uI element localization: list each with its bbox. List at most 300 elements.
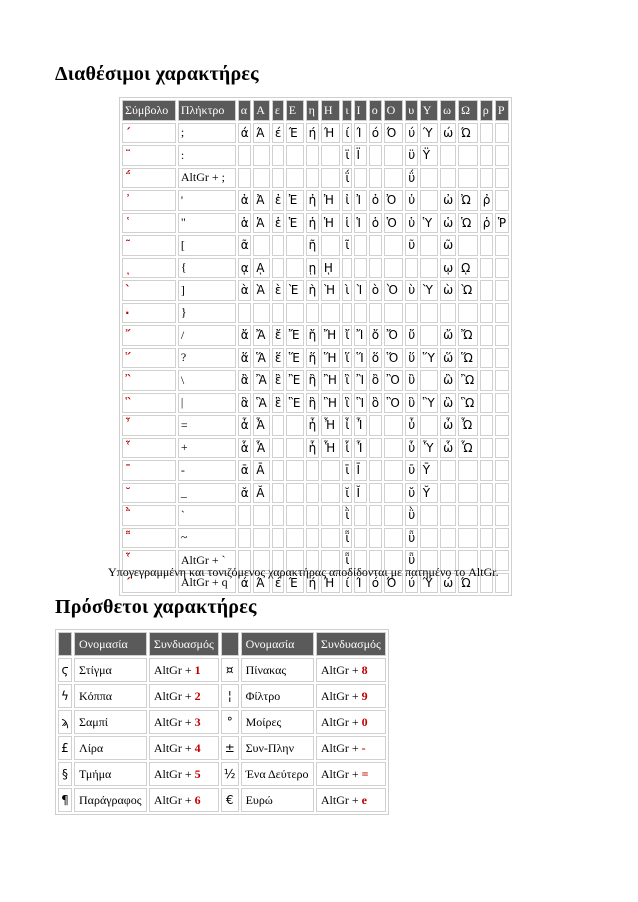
character-cell: ή [306, 573, 319, 594]
character-cell: Ύ [420, 573, 438, 594]
character-cell [480, 348, 493, 369]
character-cell: ἆ [238, 415, 252, 436]
character-cell: Ὁ [384, 213, 404, 234]
character-cell: ῖ [342, 235, 351, 256]
combo-cell [149, 658, 219, 682]
character-cell: Ή [321, 123, 340, 144]
character-cell: ὣ [440, 393, 456, 414]
character-cell: Ί [354, 123, 367, 144]
combo-cell [149, 788, 219, 812]
symbol-cell: ϟ [58, 684, 72, 708]
character-cell: ὼ [440, 280, 456, 301]
key-cell: ; [178, 123, 236, 144]
accent-symbol-cell: ῟ [122, 550, 176, 571]
character-cell: Ἁ [253, 213, 270, 234]
key-cell: | [178, 393, 236, 414]
symbol-cell: ϛ [58, 658, 72, 682]
character-cell: ἄ [238, 325, 252, 346]
character-cell: ἑ [272, 213, 284, 234]
header-cell [221, 632, 239, 656]
character-cell: Ἅ [253, 348, 270, 369]
table-row [58, 710, 386, 734]
character-cell: Ὸ [384, 280, 404, 301]
key-cell: ~ [178, 528, 236, 549]
combo-key: = [361, 766, 369, 781]
character-cell [272, 303, 284, 324]
character-cell [286, 258, 304, 279]
character-cell: Ὑ [420, 213, 438, 234]
character-cell [420, 258, 438, 279]
character-cell [306, 505, 319, 526]
combo-cell [149, 762, 219, 786]
character-cell [458, 528, 478, 549]
character-cell [420, 370, 438, 391]
character-cell [369, 145, 382, 166]
extra-characters-table [55, 629, 389, 815]
key-cell: : [178, 145, 236, 166]
character-cell: ἴ [342, 325, 351, 346]
table-row [122, 438, 509, 459]
accent-symbol-cell: ῭ [122, 505, 176, 526]
character-cell: ῥ [480, 213, 493, 234]
character-cell [495, 483, 509, 504]
character-cell [354, 528, 367, 549]
character-cell [440, 483, 456, 504]
character-cell: ῳ [440, 258, 456, 279]
character-cell [440, 303, 456, 324]
character-cell [495, 460, 509, 481]
character-cell: Ὧ [458, 438, 478, 459]
character-cell: Ἐ [286, 190, 304, 211]
character-cell [495, 370, 509, 391]
symbol-cell: ϡ [58, 710, 72, 734]
character-cell: ὦ [440, 415, 456, 436]
name-cell: Κόππα [74, 684, 147, 708]
key-cell: ' [178, 190, 236, 211]
character-cell: ὃ [369, 393, 382, 414]
table-row [122, 235, 509, 256]
character-cell: ἇ [238, 438, 252, 459]
character-cell: ῑ [342, 460, 351, 481]
character-cell: ὴ [306, 280, 319, 301]
character-cell: ἕ [272, 348, 284, 369]
character-cell [480, 325, 493, 346]
character-cell [369, 168, 382, 189]
header-cell: Ι [354, 100, 367, 121]
character-cell: ὰ [238, 280, 252, 301]
character-cell [384, 235, 404, 256]
character-cell [306, 168, 319, 189]
character-cell: ὶ [342, 280, 351, 301]
character-cell: ἤ [306, 325, 319, 346]
combo-prefix: AltGr + [153, 662, 195, 677]
character-cell [420, 505, 438, 526]
accent-symbol-cell: ῝ [122, 393, 176, 414]
accent-symbol-cell: ῎ [122, 325, 176, 346]
symbol-cell: £ [58, 736, 72, 760]
header-cell: α [238, 100, 252, 121]
character-cell [253, 528, 270, 549]
character-cell: ά [238, 123, 252, 144]
accent-symbol-cell: · [122, 303, 176, 324]
character-cell: Ἑ [286, 213, 304, 234]
character-cell [253, 145, 270, 166]
section-title-extra-characters: Πρόσθετοι χαρακτήρες [55, 596, 257, 618]
character-cell: Ἳ [354, 393, 367, 414]
key-cell: ? [178, 348, 236, 369]
character-cell [480, 460, 493, 481]
character-cell: Ῥ [495, 213, 509, 234]
combo-cell [316, 684, 386, 708]
character-cell: ἥ [306, 348, 319, 369]
character-cell [480, 505, 493, 526]
character-cell: ύ [405, 573, 417, 594]
key-cell: AltGr + ; [178, 168, 236, 189]
combo-key: e [361, 792, 367, 807]
section-title-available-characters: Διαθέσιμοι χαρακτήρες [55, 63, 259, 85]
character-cell: ὧ [440, 438, 456, 459]
character-cell [286, 483, 304, 504]
character-cell: ὥ [440, 348, 456, 369]
character-cell: Ἶ [354, 415, 367, 436]
character-cell [440, 505, 456, 526]
character-cell [384, 258, 404, 279]
character-cell [384, 145, 404, 166]
header-cell: ο [369, 100, 382, 121]
character-cell [272, 415, 284, 436]
character-cell [495, 145, 509, 166]
character-cell: ῧ [405, 550, 417, 571]
character-cell: Ὕ [420, 348, 438, 369]
character-cell: Ὡ [458, 213, 478, 234]
character-cell [480, 438, 493, 459]
combo-cell [149, 710, 219, 734]
character-cell [480, 370, 493, 391]
character-cell [238, 168, 252, 189]
combo-prefix: AltGr + [153, 792, 195, 807]
character-cell: Ἧ [321, 438, 340, 459]
character-cell [495, 123, 509, 144]
character-cell [272, 168, 284, 189]
character-cell: ᾶ [238, 235, 252, 256]
header-cell: Σύμβολο [122, 100, 176, 121]
table-row [122, 258, 509, 279]
character-cell: Ά [253, 123, 270, 144]
header-cell: η [306, 100, 319, 121]
combo-key: 2 [194, 688, 201, 703]
character-cell [369, 505, 382, 526]
character-cell: ῦ [405, 235, 417, 256]
character-cell [495, 280, 509, 301]
character-cell [306, 528, 319, 549]
table-row [122, 145, 509, 166]
character-cell [458, 303, 478, 324]
character-cell: ὺ [405, 280, 417, 301]
character-cell: Ῠ [420, 483, 438, 504]
character-cell: ή [306, 123, 319, 144]
name-cell: Τμήμα [74, 762, 147, 786]
character-cell [253, 303, 270, 324]
table-row [122, 460, 509, 481]
combo-cell [149, 684, 219, 708]
character-cell [253, 505, 270, 526]
character-cell: Ᾰ [253, 483, 270, 504]
header-cell [58, 632, 72, 656]
character-cell: Ώ [458, 573, 478, 594]
character-cell: έ [272, 573, 284, 594]
character-cell: Ἵ [354, 348, 367, 369]
combo-key: 4 [194, 740, 201, 755]
key-cell: { [178, 258, 236, 279]
combo-key: 5 [194, 766, 201, 781]
available-characters-table [119, 97, 512, 596]
character-cell [440, 168, 456, 189]
character-cell: ὁ [369, 213, 382, 234]
character-cell [420, 235, 438, 256]
combo-prefix: AltGr + [153, 688, 195, 703]
character-cell: ῧ [405, 528, 417, 549]
character-cell: Ἰ [354, 190, 367, 211]
character-cell: Ὠ [458, 190, 478, 211]
character-cell [480, 415, 493, 436]
character-cell [480, 303, 493, 324]
character-cell [458, 145, 478, 166]
key-cell: / [178, 325, 236, 346]
combo-prefix: AltGr + [320, 714, 362, 729]
character-cell: Ἱ [354, 213, 367, 234]
header-cell: ε [272, 100, 284, 121]
character-cell [384, 483, 404, 504]
name-cell: Συν-Πλην [241, 736, 314, 760]
character-cell: Ὼ [458, 280, 478, 301]
combo-key: 3 [194, 714, 201, 729]
character-cell: ὤ [440, 325, 456, 346]
header-cell: υ [405, 100, 417, 121]
symbol-cell: ° [221, 710, 239, 734]
character-cell [384, 303, 404, 324]
character-cell [286, 528, 304, 549]
character-cell: Ἤ [321, 325, 340, 346]
character-cell: Ὢ [458, 370, 478, 391]
character-cell [480, 168, 493, 189]
character-cell: Ὤ [458, 325, 478, 346]
character-cell [495, 438, 509, 459]
character-cell [238, 528, 252, 549]
table-row [122, 213, 509, 234]
character-cell: ὒ [405, 370, 417, 391]
character-cell: ὡ [440, 213, 456, 234]
accent-symbol-cell: ͺ [122, 258, 176, 279]
character-cell [420, 325, 438, 346]
key-cell: _ [178, 483, 236, 504]
character-cell [384, 415, 404, 436]
table-row [122, 528, 509, 549]
character-cell: Ὗ [420, 438, 438, 459]
character-cell: ὸ [369, 280, 382, 301]
table-row [122, 483, 509, 504]
character-cell: Ὴ [321, 280, 340, 301]
character-cell: ἠ [306, 190, 319, 211]
character-cell [369, 460, 382, 481]
character-cell: ῼ [458, 258, 478, 279]
character-cell [480, 145, 493, 166]
accent-symbol-cell: ᾿ [122, 190, 176, 211]
character-cell [272, 460, 284, 481]
character-cell [384, 168, 404, 189]
character-cell [286, 438, 304, 459]
character-cell [306, 483, 319, 504]
character-cell: ῤ [480, 190, 493, 211]
header-cell: Ονομασία [241, 632, 314, 656]
combo-prefix: AltGr + [153, 714, 195, 729]
table-header-row [122, 100, 509, 121]
accent-symbol-cell: ˘ [122, 483, 176, 504]
character-cell [306, 145, 319, 166]
combo-prefix: AltGr + [153, 766, 195, 781]
character-cell: ἓ [272, 393, 284, 414]
character-cell [458, 483, 478, 504]
character-cell [420, 168, 438, 189]
character-cell: Έ [286, 123, 304, 144]
character-cell: ἡ [306, 213, 319, 234]
character-cell [369, 258, 382, 279]
character-cell [440, 145, 456, 166]
character-cell: Ὦ [458, 415, 478, 436]
character-cell [440, 460, 456, 481]
combo-cell [316, 788, 386, 812]
character-cell: ἔ [272, 325, 284, 346]
character-cell [495, 393, 509, 414]
character-cell [495, 303, 509, 324]
character-cell [354, 235, 367, 256]
symbol-cell: ± [221, 736, 239, 760]
character-cell: ϋ [405, 145, 417, 166]
character-cell [369, 303, 382, 324]
character-cell: ὂ [369, 370, 382, 391]
character-cell: Ύ [420, 123, 438, 144]
header-cell: Ω [458, 100, 478, 121]
combo-key: 6 [194, 792, 201, 807]
character-cell: ἱ [342, 213, 351, 234]
character-cell [369, 415, 382, 436]
character-cell: Ἷ [354, 438, 367, 459]
character-cell [272, 483, 284, 504]
key-cell: " [178, 213, 236, 234]
combo-key: 0 [361, 714, 368, 729]
character-cell [321, 460, 340, 481]
table-row [58, 684, 386, 708]
character-cell [253, 235, 270, 256]
table-row [58, 762, 386, 786]
character-cell [495, 528, 509, 549]
character-cell [369, 528, 382, 549]
character-cell: Ἥ [321, 348, 340, 369]
combo-cell [316, 736, 386, 760]
character-cell [480, 483, 493, 504]
character-cell: ἧ [306, 438, 319, 459]
character-cell [369, 235, 382, 256]
symbol-cell: ¤ [221, 658, 239, 682]
character-cell: ῃ [306, 258, 319, 279]
character-cell: ἶ [342, 415, 351, 436]
character-cell: Ἡ [321, 213, 340, 234]
character-cell: ό [369, 573, 382, 594]
name-cell: Μοίρες [241, 710, 314, 734]
character-cell: ῆ [306, 235, 319, 256]
symbol-cell: ¦ [221, 684, 239, 708]
table-row [122, 123, 509, 144]
character-cell [321, 528, 340, 549]
character-cell: ἲ [342, 370, 351, 391]
name-cell: Παράγραφος [74, 788, 147, 812]
character-cell: Ἕ [286, 348, 304, 369]
header-cell: Ονομασία [74, 632, 147, 656]
character-cell: Ῐ [354, 483, 367, 504]
accent-symbol-cell: ῏ [122, 415, 176, 436]
character-cell: Ὀ [384, 190, 404, 211]
character-cell: ά [238, 573, 252, 594]
character-cell: Ϋ [420, 145, 438, 166]
character-cell: ώ [440, 573, 456, 594]
character-cell: Ῡ [420, 460, 438, 481]
character-cell: Ἂ [253, 370, 270, 391]
key-cell: - [178, 460, 236, 481]
symbol-cell: § [58, 762, 72, 786]
character-cell: ὔ [405, 325, 417, 346]
combo-prefix: AltGr + [320, 662, 362, 677]
name-cell: Ευρώ [241, 788, 314, 812]
character-cell [420, 190, 438, 211]
character-cell: Ἠ [321, 190, 340, 211]
character-cell [480, 258, 493, 279]
character-cell [354, 258, 367, 279]
character-cell: ὑ [405, 213, 417, 234]
table-row [122, 348, 509, 369]
accent-symbol-cell: ¨ [122, 145, 176, 166]
character-cell [480, 280, 493, 301]
combo-key: 1 [194, 662, 201, 677]
accent-symbol-cell: ` [122, 280, 176, 301]
table-row [122, 370, 509, 391]
header-cell: Πλήκτρο [178, 100, 236, 121]
character-cell [286, 235, 304, 256]
accent-symbol-cell: ΄ [122, 573, 176, 594]
character-cell [272, 505, 284, 526]
character-cell: ῡ [405, 460, 417, 481]
combo-key: - [361, 740, 366, 755]
accent-symbol-cell: ΄ [122, 123, 176, 144]
table-row [122, 303, 509, 324]
character-cell [495, 190, 509, 211]
character-cell: Ή [321, 573, 340, 594]
header-cell: Α [253, 100, 270, 121]
character-cell [342, 258, 351, 279]
character-cell: Ἀ [253, 190, 270, 211]
character-cell [480, 528, 493, 549]
character-cell: Ἢ [321, 370, 340, 391]
table-row [122, 168, 509, 189]
symbol-cell: € [221, 788, 239, 812]
character-cell: ἢ [306, 370, 319, 391]
key-cell: [ [178, 235, 236, 256]
character-cell: ό [369, 123, 382, 144]
character-cell: ἀ [238, 190, 252, 211]
accent-symbol-cell: ῁ [122, 528, 176, 549]
character-cell [480, 393, 493, 414]
character-cell: ὀ [369, 190, 382, 211]
character-cell: Ϊ [354, 145, 367, 166]
name-cell: Στίγμα [74, 658, 147, 682]
